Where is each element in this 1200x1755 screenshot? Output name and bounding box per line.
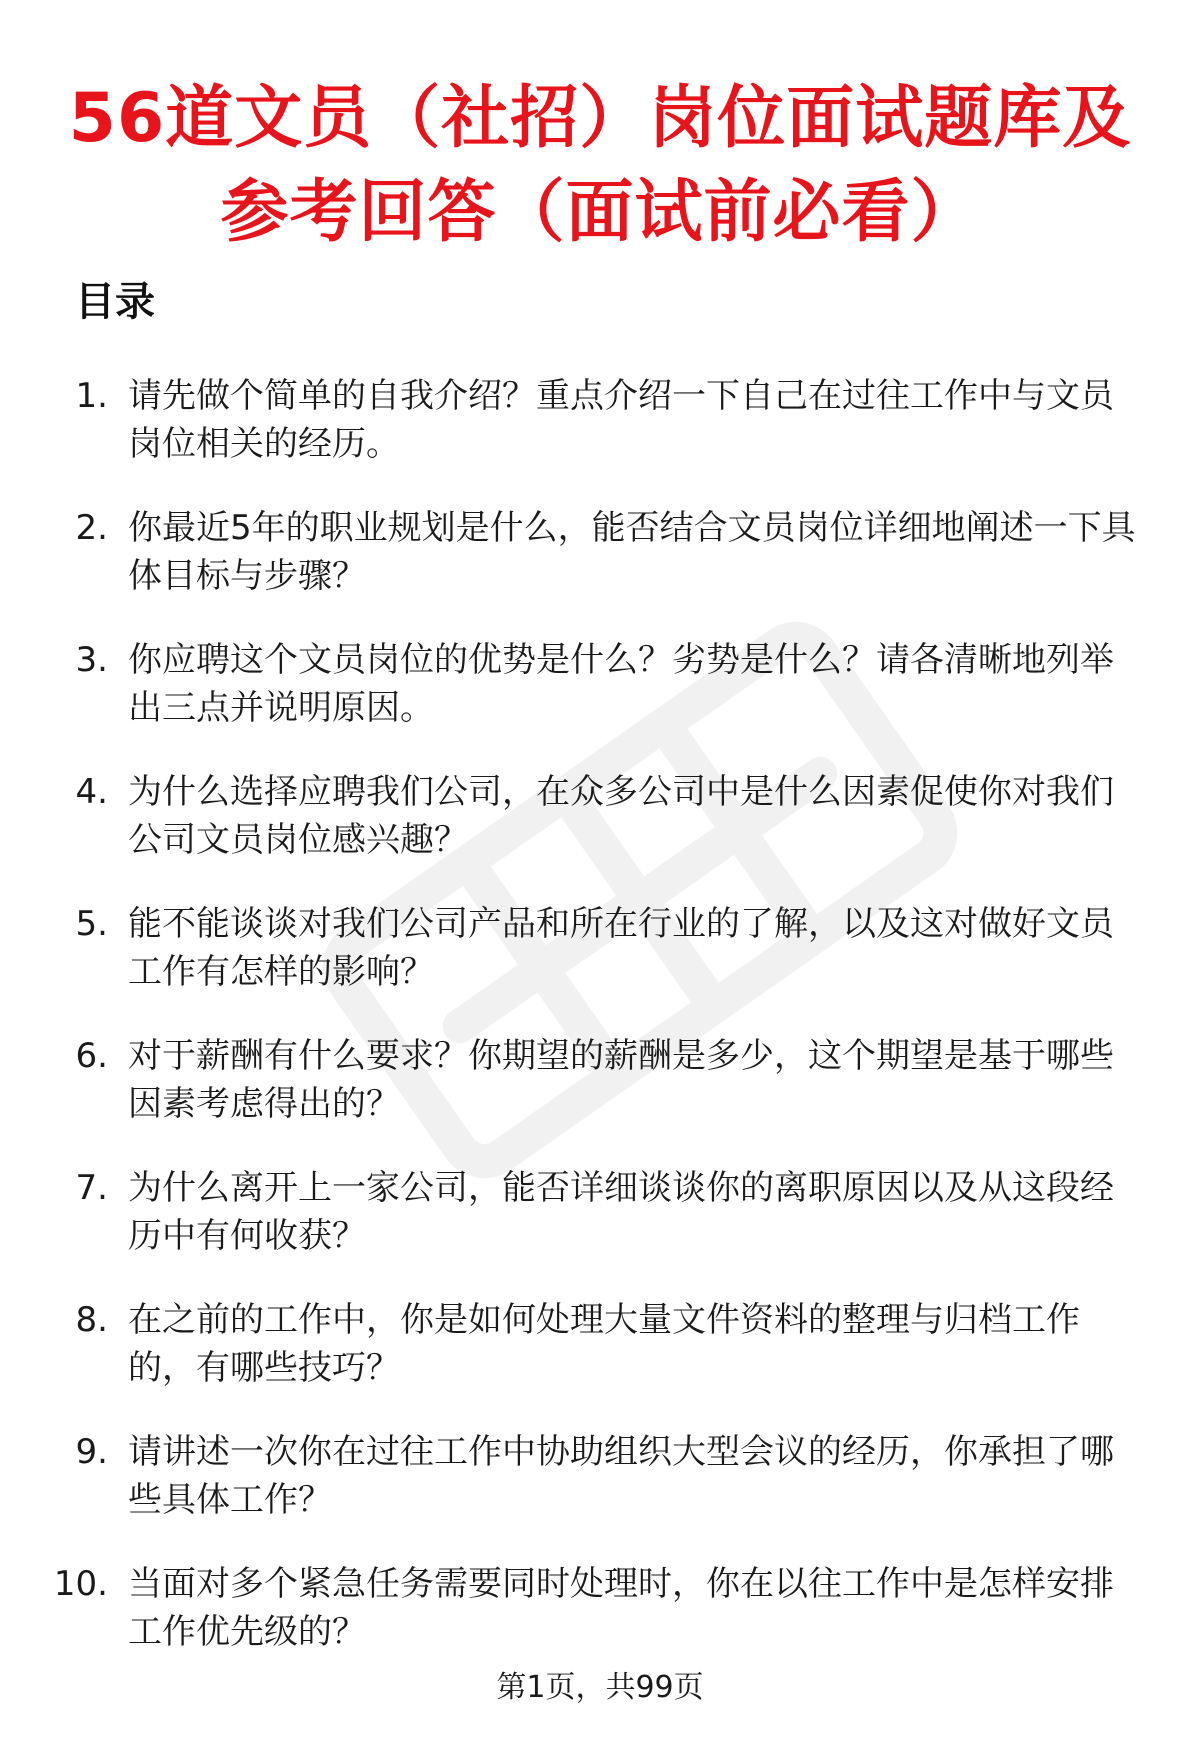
title-line-1: 56道文员（社招）岗位面试题库及 (68, 79, 1132, 158)
toc-item-text: 能不能谈谈对我们公司产品和所在行业的了解，以及这对做好文员工作有怎样的影响？ (128, 904, 1114, 992)
document-title (60, 72, 1140, 260)
toc-item-4[interactable] (0, 768, 1200, 900)
toc-heading: 目录 (75, 279, 155, 325)
toc-item-number: 8. (75, 1300, 108, 1340)
toc-item-number: 6. (75, 1036, 108, 1076)
toc-item-text: 在之前的工作中，你是如何处理大量文件资料的整理与归档工作的，有哪些技巧？ (128, 1300, 1080, 1388)
toc-item-number: 9. (75, 1432, 108, 1472)
page-footer: 第1页，共99页 (496, 1670, 704, 1705)
toc-list (0, 372, 1200, 1692)
toc-item-1[interactable] (0, 372, 1200, 504)
toc-item-number: 4. (75, 772, 108, 812)
toc-item-number: 2. (75, 508, 108, 548)
toc-item-9[interactable] (0, 1428, 1200, 1560)
title-line-2: 参考回答（面试前必看） (220, 173, 980, 252)
toc-item-7[interactable] (0, 1164, 1200, 1296)
toc-item-number: 1. (75, 376, 108, 416)
toc-item-text: 当面对多个紧急任务需要同时处理时，你在以往工作中是怎样安排工作优先级的？ (128, 1564, 1114, 1652)
toc-item-text: 你应聘这个文员岗位的优势是什么？劣势是什么？请各清晰地列举出三点并说明原因。 (128, 640, 1114, 728)
toc-item-number: 10. (53, 1564, 108, 1604)
toc-item-number: 3. (75, 640, 108, 680)
toc-item-text: 请讲述一次你在过往工作中协助组织大型会议的经历，你承担了哪些具体工作？ (128, 1432, 1114, 1520)
toc-item-text: 为什么离开上一家公司，能否详细谈谈你的离职原因以及从这段经历中有何收获？ (128, 1168, 1114, 1256)
toc-item-text: 请先做个简单的自我介绍？重点介绍一下自己在过往工作中与文员岗位相关的经历。 (128, 376, 1114, 464)
toc-item-text: 对于薪酬有什么要求？你期望的薪酬是多少，这个期望是基于哪些因素考虑得出的？ (128, 1036, 1114, 1124)
toc-item-5[interactable] (0, 900, 1200, 1032)
toc-item-number: 5. (75, 904, 108, 944)
toc-item-text: 为什么选择应聘我们公司，在众多公司中是什么因素促使你对我们公司文员岗位感兴趣？ (128, 772, 1114, 860)
toc-item-2[interactable] (0, 504, 1200, 636)
toc-item-6[interactable] (0, 1032, 1200, 1164)
toc-item-number: 7. (75, 1168, 108, 1208)
toc-item-3[interactable] (0, 636, 1200, 768)
toc-item-text: 你最近5年的职业规划是什么，能否结合文员岗位详细地阐述一下具体目标与步骤？ (128, 508, 1136, 596)
toc-item-8[interactable] (0, 1296, 1200, 1428)
